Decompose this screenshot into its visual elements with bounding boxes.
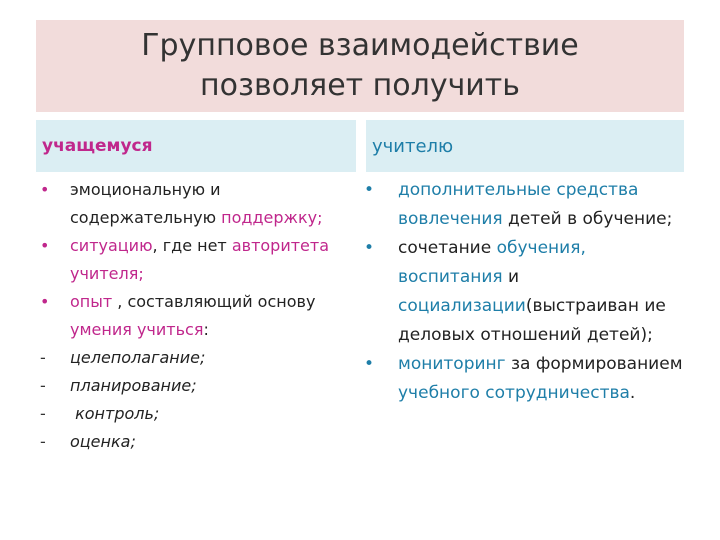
highlight-text: мониторинг: [398, 354, 506, 374]
bullet-marker: •: [40, 180, 50, 199]
list-item: [364, 350, 684, 408]
title-band: [36, 20, 684, 112]
page-title-line-2: позволяет получить: [200, 68, 520, 103]
dash-marker: -: [40, 432, 46, 451]
list-item: [364, 234, 684, 350]
bullet-marker: •: [364, 354, 375, 374]
list-item: [40, 372, 360, 400]
list-item: [40, 288, 360, 344]
item-text: .: [629, 383, 636, 403]
dash-marker: -: [40, 348, 46, 367]
list-item: [40, 344, 360, 372]
bullet-marker: •: [364, 238, 375, 258]
item-text: сочетание: [398, 238, 497, 258]
item-text: эмоциональную и содержательную: [70, 180, 222, 227]
list-item: [364, 176, 684, 234]
list-item: [40, 176, 360, 232]
bullet-marker: •: [40, 292, 50, 311]
list-item: [40, 232, 360, 288]
page-title-line-1: Групповое взаимодействие: [141, 28, 579, 63]
list-item: [40, 400, 360, 428]
item-text: и: [502, 267, 520, 287]
highlight-text: умения учиться: [70, 320, 204, 339]
list-item: [40, 428, 360, 456]
item-text: планирование;: [70, 376, 197, 395]
item-text: , составляющий основу: [112, 292, 316, 311]
item-text: детей в обучение;: [502, 209, 673, 229]
item-text: , где нет: [152, 236, 232, 255]
highlight-text: социализации: [398, 296, 526, 316]
highlight-text: обучения, воспитания: [398, 238, 586, 287]
dash-marker: -: [40, 376, 46, 395]
highlight-text: учебного сотрудничества: [398, 383, 630, 403]
highlight-text: вовлечения: [398, 209, 503, 229]
right-column-header: учителю: [366, 120, 684, 172]
left-column-list: [40, 176, 360, 456]
bullet-marker: •: [40, 236, 50, 255]
bullet-marker: •: [364, 180, 375, 200]
item-text: за формированием: [505, 354, 683, 374]
dash-marker: -: [40, 404, 46, 423]
highlight-text: дополнительные средства: [398, 180, 639, 200]
highlight-text: авторитета учителя;: [70, 236, 330, 283]
item-text: :: [203, 320, 209, 339]
highlight-text: ситуацию: [70, 236, 153, 255]
item-text: контроль;: [70, 404, 160, 423]
left-column-header: учащемуся: [36, 120, 356, 172]
right-column-list: [364, 176, 684, 408]
item-text: целеполагание;: [70, 348, 206, 367]
item-text: оценка;: [70, 432, 136, 451]
highlight-text: опыт: [70, 292, 113, 311]
item-text: (выстраиван ие деловых отношений детей);: [398, 296, 666, 345]
highlight-text: поддержку;: [221, 208, 323, 227]
